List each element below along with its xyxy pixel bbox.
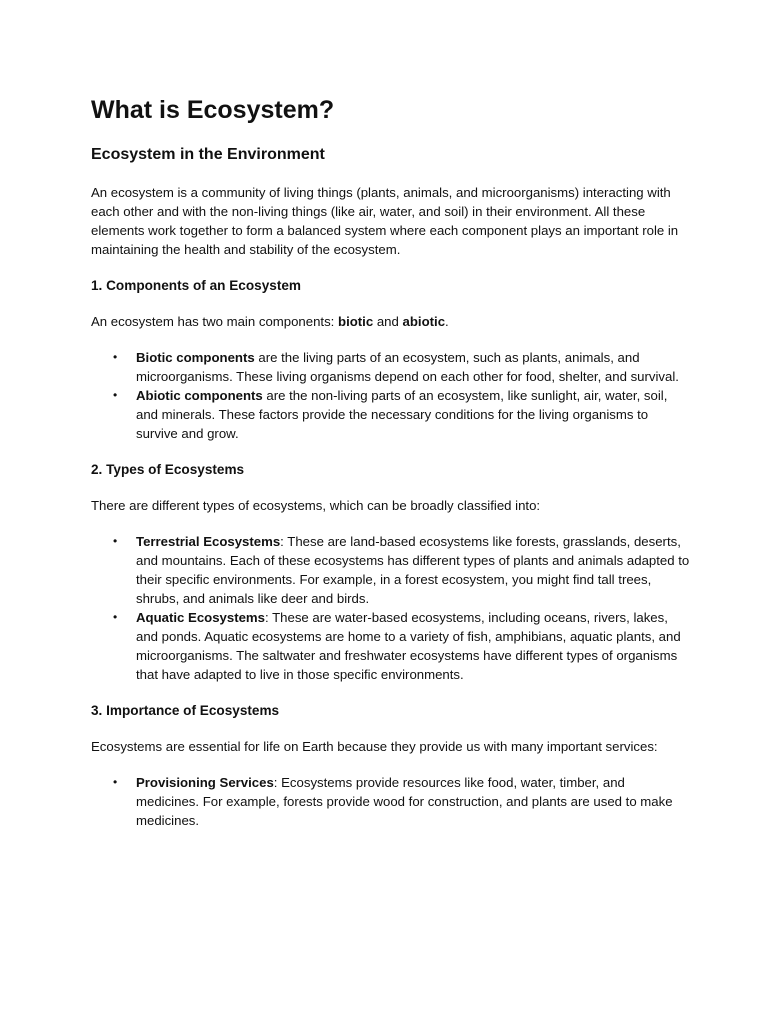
section-heading-types: 2. Types of Ecosystems <box>91 462 245 477</box>
term-biotic: biotic <box>338 314 374 329</box>
item-term: Abiotic components <box>136 388 263 403</box>
list-item <box>91 386 691 443</box>
types-lead-paragraph: There are different types of ecosystems, which can be broadly classified into: <box>91 498 541 513</box>
components-list <box>91 348 691 443</box>
list-item <box>91 608 691 684</box>
list-item <box>91 532 691 608</box>
section-heading-importance: 3. Importance of Ecosystems <box>91 703 280 718</box>
bullet-icon: • <box>113 534 118 548</box>
bullet-icon: • <box>113 775 118 789</box>
item-term: Biotic components <box>136 350 255 365</box>
item-term: Aquatic Ecosystems <box>136 610 265 625</box>
item-text: : These are land-based ecosystems like forests, grasslands, deserts, and mountains. Each of these ecosystems has different types of plants and animals adapted to their specific environments. For example, in a forest ecosystem, you might find tall trees, shrubs, and animals like deer and birds. <box>136 534 690 606</box>
document-page <box>91 94 691 847</box>
components-lead-paragraph <box>91 312 691 331</box>
types-list <box>91 532 691 684</box>
lead-text: and <box>373 314 403 329</box>
item-text: are the non-living parts of an ecosystem, like sunlight, air, water, soil, and minerals. These factors provide the necessary conditions for the living organisms to survive and grow. <box>136 388 668 441</box>
item-term: Terrestrial Ecosystems <box>136 534 281 549</box>
bullet-icon: • <box>113 610 118 624</box>
importance-lead-paragraph: Ecosystems are essential for life on Earth because they provide us with many important services: <box>91 739 658 754</box>
importance-list <box>91 773 691 830</box>
item-text: are the living parts of an ecosystem, such as plants, animals, and microorganisms. These living organisms depend on each other for food, shelter, and survival. <box>136 350 679 384</box>
document-subtitle: Ecosystem in the Environment <box>91 146 325 163</box>
term-abiotic: abiotic <box>402 314 446 329</box>
item-text: : Ecosystems provide resources like food, water, timber, and medicines. For example, forests provide wood for construction, and plants are used to make medicines. <box>136 775 673 828</box>
list-item <box>91 348 691 386</box>
bullet-icon: • <box>113 350 118 364</box>
item-term: Provisioning Services <box>136 775 274 790</box>
item-text: : These are water-based ecosystems, including oceans, rivers, lakes, and ponds. Aquatic ecosystems are home to a variety of fish, amphibians, aquatic plants, and microorganisms. The saltwater and freshwater ecosystems have different types of organisms that have adapted to live in those specific environments. <box>136 610 681 682</box>
list-item <box>91 773 691 830</box>
bullet-icon: • <box>113 388 118 402</box>
lead-text: . <box>445 314 449 329</box>
document-title: What is Ecosystem? <box>91 96 335 124</box>
lead-text: An ecosystem has two main components: <box>91 314 339 329</box>
intro-paragraph: An ecosystem is a community of living things (plants, animals, and microorganisms) interacting with each other and with the non-living things (like air, water, and soil) in their environment. All these elements work together to form a balanced system where each component plays an important role in maintaining the health and stability of the ecosystem. <box>91 185 679 257</box>
section-heading-components: 1. Components of an Ecosystem <box>91 278 301 293</box>
